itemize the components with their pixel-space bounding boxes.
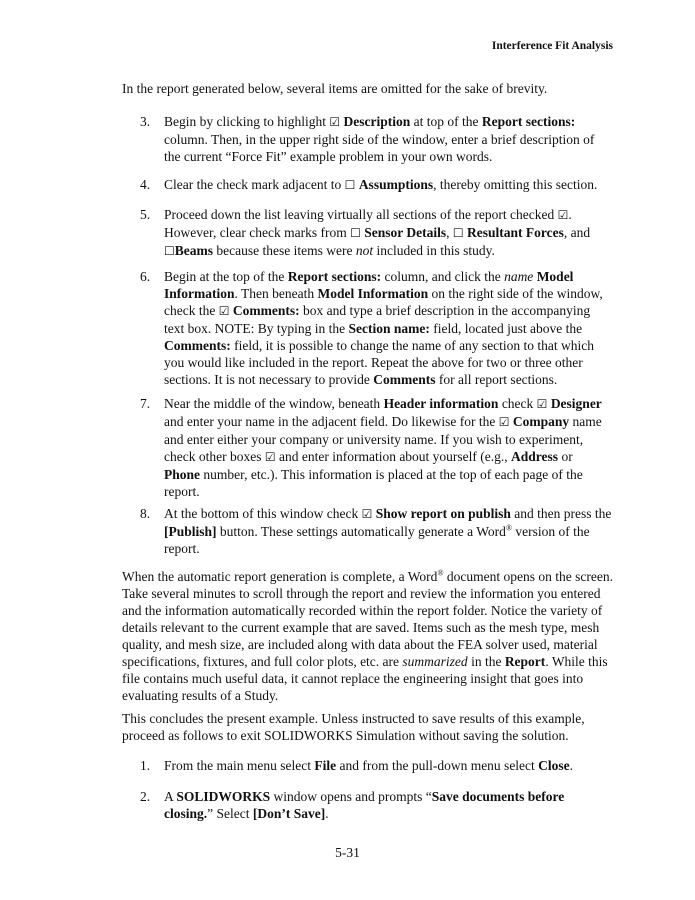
text-run: File xyxy=(314,758,337,773)
text-run: and enter information about yourself (e.g., xyxy=(275,449,512,464)
text-run: Clear the check mark adjacent to xyxy=(164,177,345,192)
text-run: Report xyxy=(504,654,546,669)
text-run: SOLIDWORKS xyxy=(176,789,271,804)
text-run: Proceed down the list leaving virtually all sections of the report checked xyxy=(164,207,558,222)
text-run: at top of the xyxy=(410,114,482,129)
checked-box-icon: ☑ xyxy=(361,507,373,521)
step-number: 3. xyxy=(140,114,151,129)
text-run: button. These settings automatically generate a Word xyxy=(216,524,506,539)
text-run: name and enter either your company or university name. If you wish to experiment, check other boxes xyxy=(164,414,602,464)
text-run: Section name: xyxy=(348,321,430,336)
step-text xyxy=(164,757,612,774)
text-run: field, located just above the xyxy=(429,321,583,336)
step-number: 2. xyxy=(140,789,151,804)
step-5 xyxy=(140,206,612,260)
text-run: not xyxy=(355,243,374,258)
text-run: Assumptions xyxy=(358,177,434,192)
checked-box-icon: ☑ xyxy=(536,397,548,411)
step-6 xyxy=(140,268,612,388)
text-run: From the main menu select xyxy=(164,758,315,773)
step-3 xyxy=(140,113,612,165)
text-run: Address xyxy=(511,449,559,464)
text-run: , thereby omitting this section. xyxy=(433,177,598,192)
checked-box-icon: ☑ xyxy=(498,415,510,429)
empty-checkbox-icon: ☐ xyxy=(350,226,361,240)
checked-box-icon: ☑ xyxy=(329,115,341,129)
intro-paragraph: In the report generated below, several items are omitted for the sake of brevity. xyxy=(122,81,548,96)
empty-checkbox-icon: ☐ xyxy=(452,226,464,240)
text-run: window opens and prompts “ xyxy=(270,789,432,804)
step-number: 8. xyxy=(140,506,151,521)
text-run: Designer xyxy=(550,396,602,411)
text-run: When the automatic report generation is complete, a Word xyxy=(122,569,438,584)
text-run: box and type a brief description in the accompanying text box. NOTE: By typing in the xyxy=(164,303,591,336)
step-text xyxy=(164,788,612,822)
text-run: A xyxy=(164,789,177,804)
text-run: check xyxy=(498,396,537,411)
report-paragraph xyxy=(122,568,614,704)
text-run: Show report on publish xyxy=(375,506,511,521)
step-number: 5. xyxy=(140,207,151,222)
step-7 xyxy=(140,395,612,500)
step-8 xyxy=(140,505,612,557)
text-run: Sensor Details xyxy=(364,225,447,240)
step-text xyxy=(164,505,612,557)
exit-step-2 xyxy=(140,788,612,822)
text-run: Phone xyxy=(164,467,201,482)
text-run: [Publish] xyxy=(164,524,217,539)
text-run: summarized xyxy=(402,654,468,669)
step-number: 6. xyxy=(140,269,151,284)
text-run: and then press the xyxy=(510,506,612,521)
text-run: ® xyxy=(437,568,444,578)
text-run: on the right side of the window, check the xyxy=(164,286,603,318)
text-run: Begin by clicking to highlight xyxy=(164,114,330,129)
text-run: included in this study. xyxy=(373,243,495,258)
running-header: Interference Fit Analysis xyxy=(491,40,613,52)
text-run: [Don’t Save] xyxy=(252,806,326,821)
step-text xyxy=(164,113,612,165)
text-run: number, etc.). This information is placed at the top of each page of the report. xyxy=(164,467,583,499)
text-run: Header information xyxy=(383,396,499,411)
text-run: column. Then, in the upper right side of the window, enter a brief description of the current “Force Fit” example problem in your own words. xyxy=(164,132,595,164)
text-run: for all report sections. xyxy=(435,372,558,387)
text-run: or xyxy=(558,449,573,464)
text-run: Near the middle of the window, beneath xyxy=(164,396,384,411)
step-number: 1. xyxy=(140,758,151,773)
conclusion-paragraph xyxy=(122,710,614,744)
step-4 xyxy=(140,176,612,194)
text-run: field, it is possible to change the name of any section to that which you would like included in the report. Repeat the above for two or three other sections. It is not necessary to provide xyxy=(164,338,595,387)
text-run: . However, clear check marks from xyxy=(164,207,572,240)
text-run: . While this file contains much useful data, it cannot replace the engineering insight that goes into evaluating results of a Study. xyxy=(122,654,608,703)
step-text xyxy=(164,176,612,194)
text-run: ® xyxy=(505,523,512,533)
text-run: and from the pull-down menu select xyxy=(336,758,539,773)
text-run: document opens on the screen. Take several minutes to scroll through the report and review the information you entered and the information automatically recorded within the report folder. Notice the variety of details relevant to the current example that are saved. Items such as the mesh type, mesh quality, and mesh size, are included along with data about the FEA solver used, material specifications, fixtures, and full color plots, etc. are xyxy=(122,569,613,669)
text-run: Resultant Forces xyxy=(467,225,564,240)
text-run: Report sections: xyxy=(287,269,382,284)
step-text xyxy=(164,395,612,500)
checked-box-icon: ☑ xyxy=(557,208,569,222)
checked-box-icon: ☑ xyxy=(218,304,230,318)
text-run: At the bottom of this window check xyxy=(164,506,362,521)
text-run: Company xyxy=(512,414,570,429)
empty-checkbox-icon: ☐ xyxy=(344,178,356,192)
text-run: Comments: xyxy=(164,338,231,353)
text-run: . Then beneath xyxy=(234,286,318,301)
text-run: . xyxy=(325,806,329,821)
text-run: name xyxy=(504,269,534,284)
text-run: because these items were xyxy=(213,243,356,258)
step-number: 7. xyxy=(140,396,151,411)
page-number: 5-31 xyxy=(335,845,360,860)
text-run: Close xyxy=(538,758,570,773)
text-run: in the xyxy=(467,654,505,669)
empty-checkbox-icon: ☐ xyxy=(164,244,175,258)
text-run: , and xyxy=(563,225,591,240)
text-run: Comments xyxy=(373,372,436,387)
text-run: ” Select xyxy=(207,806,253,821)
checked-box-icon: ☑ xyxy=(264,450,276,464)
text-run: Begin at the top of the xyxy=(164,269,288,284)
text-run: Model Information xyxy=(317,286,429,301)
text-run: Comments: xyxy=(232,303,300,318)
text-run: , xyxy=(446,225,453,240)
text-run: . xyxy=(569,758,574,773)
text-run: Beams xyxy=(174,243,214,258)
text-run: This concludes the present example. Unless instructed to save results of this example, proceed as follows to exit SOLIDWORKS Simulation without saving the solution. xyxy=(122,711,585,743)
text-run: Model Information xyxy=(164,269,574,301)
text-run: Save documents before closing. xyxy=(164,789,565,821)
text-run: column, and click the xyxy=(381,269,505,284)
step-text xyxy=(164,206,612,260)
text-run: Description xyxy=(343,114,411,129)
step-number: 4. xyxy=(140,177,151,192)
text-run: Report sections: xyxy=(481,114,576,129)
text-run: version of the report. xyxy=(164,524,590,556)
exit-step-1 xyxy=(140,757,612,774)
step-text xyxy=(164,268,612,388)
text-run: and enter your name in the adjacent field. Do likewise for the xyxy=(164,414,499,429)
